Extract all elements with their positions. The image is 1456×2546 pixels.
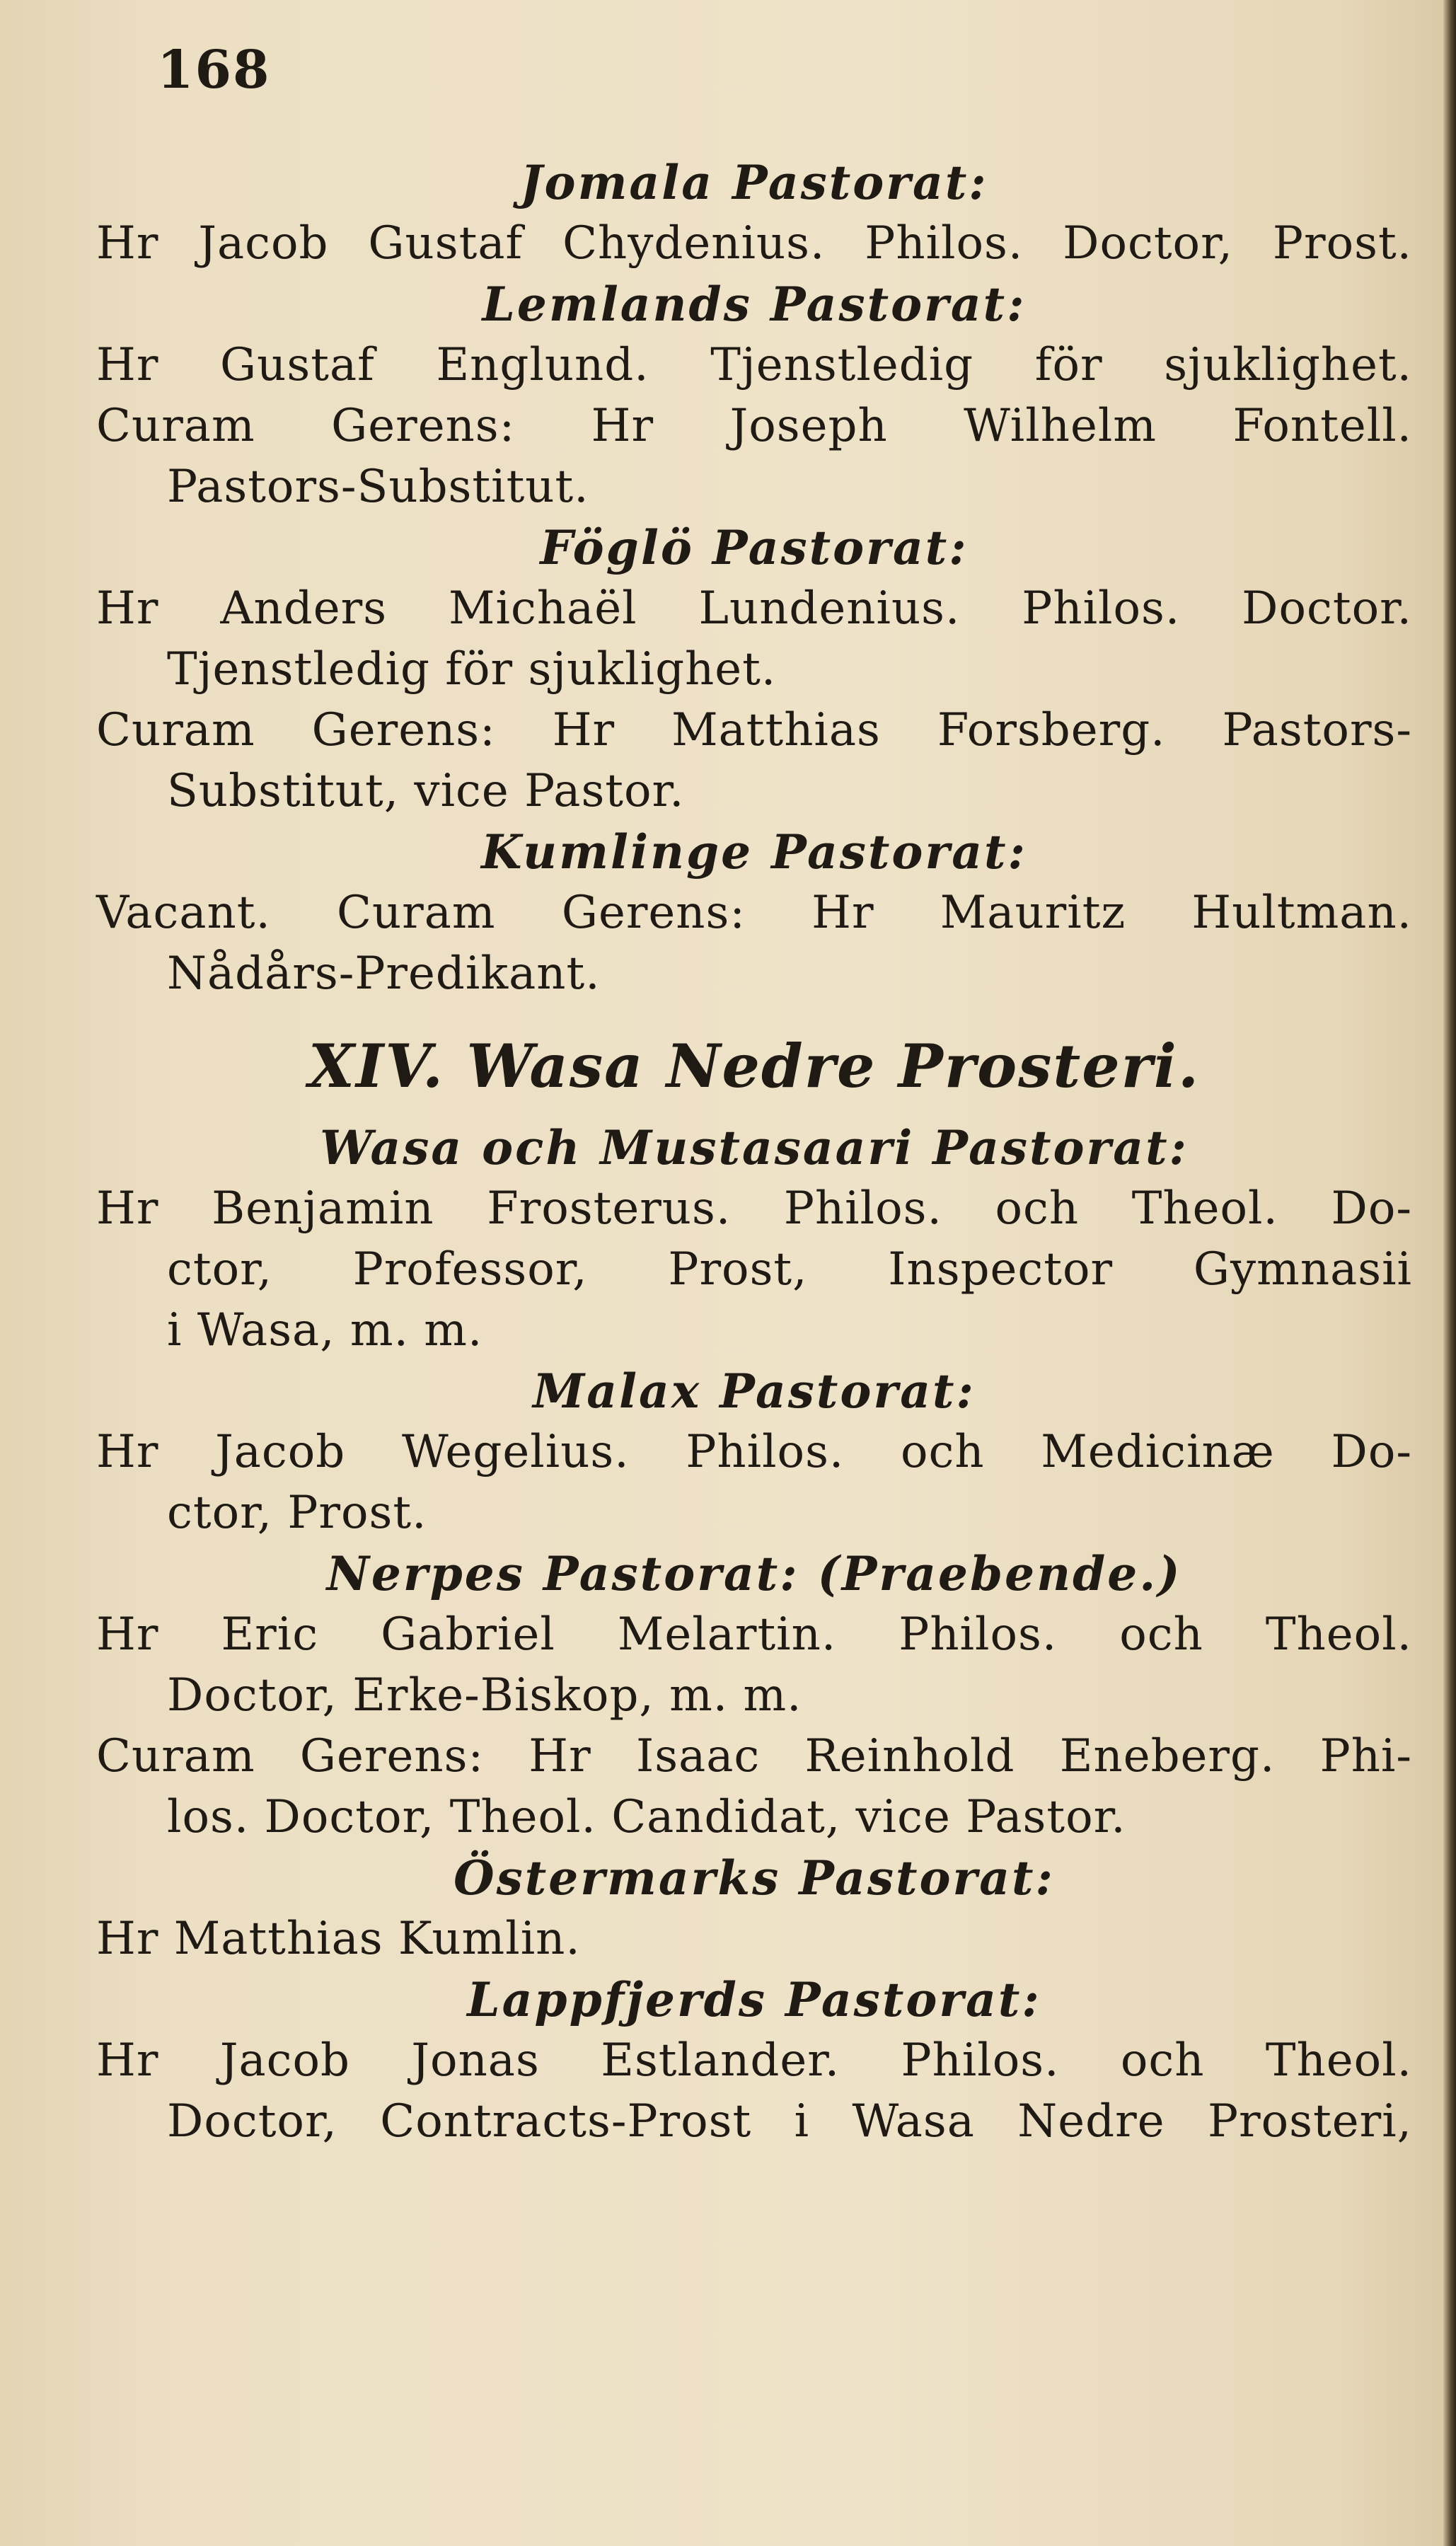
text-line: Hr Matthias Kumlin.: [96, 1913, 581, 1965]
text-line: Curam Gerens: Hr Isaac Reinhold Eneberg. Phi-: [96, 1730, 1412, 1782]
text-line-continued: Pastors-Substitut.: [167, 461, 589, 513]
parish-heading: Wasa och Mustasaari Pastorat:: [320, 1120, 1189, 1175]
parish-heading: Lemlands Pastorat:: [482, 277, 1027, 332]
parish-heading: Östermarks Pastorat:: [453, 1850, 1055, 1906]
text-line-continued: ctor, Prost.: [167, 1487, 427, 1539]
text-line: Hr Jacob Jonas Estlander. Philos. och Theol.: [96, 2034, 1412, 2087]
text-line: Hr Eric Gabriel Melartin. Philos. och Theol.: [96, 1608, 1412, 1661]
text-line: Vacant. Curam Gerens: Hr Mauritz Hultman.: [96, 887, 1412, 939]
text-line-continued: los. Doctor, Theol. Candidat, vice Pastor.: [167, 1791, 1126, 1843]
text-line-continued: Doctor, Erke-Biskop, m. m.: [167, 1669, 802, 1722]
parish-heading: Nerpes Pastorat: (Praebende.): [326, 1546, 1182, 1601]
text-line: Hr Anders Michaël Lundenius. Philos. Doctor.: [96, 582, 1412, 635]
text-line-continued: i Wasa, m. m.: [167, 1304, 483, 1356]
parish-heading: Lappfjerds Pastorat:: [467, 1972, 1041, 2027]
page-number: 168: [157, 40, 271, 100]
parish-heading: Jomala Pastorat:: [520, 155, 988, 210]
text-line-continued: Doctor, Contracts-Prost i Wasa Nedre Prosteri,: [167, 2095, 1412, 2148]
parish-heading: Kumlinge Pastorat:: [481, 824, 1027, 880]
page-edge-shadow: [1443, 0, 1456, 2546]
text-line: Hr Benjamin Frosterus. Philos. och Theol. Do-: [96, 1182, 1412, 1235]
text-line: Curam Gerens: Hr Matthias Forsberg. Pastors-: [96, 704, 1412, 756]
text-line: Curam Gerens: Hr Joseph Wilhelm Fontell.: [96, 400, 1412, 452]
page-content: [96, 152, 1412, 2152]
parish-heading: Malax Pastorat:: [533, 1364, 976, 1419]
text-line-continued: Tjenstledig för sjuklighet.: [167, 643, 777, 696]
text-line-continued: Nådårs-Predikant.: [167, 947, 601, 1000]
text-line-continued: Substitut, vice Pastor.: [167, 765, 685, 817]
text-line-continued: ctor, Professor, Prost, Inspector Gymnasii: [167, 1243, 1412, 1296]
text-line: Hr Jacob Wegelius. Philos. och Medicinæ Do-: [96, 1426, 1412, 1478]
text-line: Hr Gustaf Englund. Tjenstledig för sjuklighet.: [96, 339, 1412, 391]
text-line: Hr Jacob Gustaf Chydenius. Philos. Doctor, Prost.: [96, 217, 1412, 270]
deanery-heading: XIV. Wasa Nedre Prosteri.: [308, 1031, 1201, 1101]
parish-heading: Föglö Pastorat:: [540, 520, 969, 575]
